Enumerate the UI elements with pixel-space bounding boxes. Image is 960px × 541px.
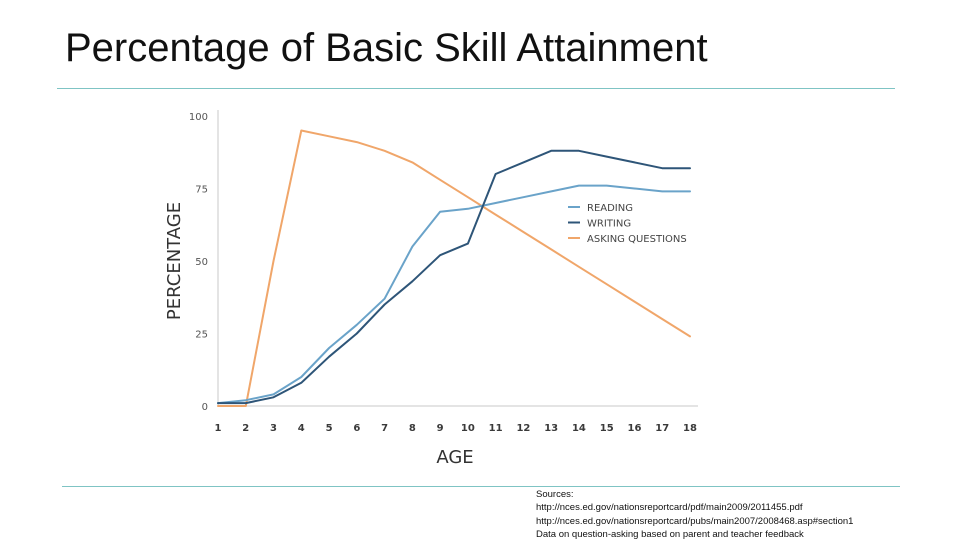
x-tick-label: 6 (353, 423, 361, 434)
x-tick-label: 9 (436, 423, 444, 434)
y-tick-label: 100 (188, 112, 208, 123)
slide-title: Percentage of Basic Skill Attainment (65, 26, 708, 70)
x-tick-label: 7 (381, 423, 389, 434)
sources-heading: Sources: (536, 489, 574, 500)
x-tick-label: 14 (571, 423, 586, 434)
chart-axes (218, 110, 698, 406)
legend-label: ASKING QUESTIONS (587, 234, 687, 245)
series-lines (218, 131, 690, 407)
x-tick-label: 4 (297, 423, 305, 434)
y-tick-labels (189, 112, 208, 413)
y-tick-label: 75 (195, 184, 208, 196)
x-tick-label: 11 (488, 423, 503, 434)
x-tick-labels (215, 423, 697, 434)
x-tick-label: 1 (214, 423, 222, 434)
x-tick-label: 2 (242, 423, 250, 434)
y-tick-label: 25 (195, 329, 208, 341)
x-tick-label: 16 (627, 423, 642, 434)
y-tick-label: 0 (201, 402, 208, 413)
x-tick-label: 5 (325, 423, 333, 434)
y-tick-label: 50 (195, 257, 208, 268)
source-line[interactable]: http://nces.ed.gov/nationsreportcard/pubs/main2007/2008468.asp#section1 (536, 515, 854, 527)
source-line: Data on question-asking based on parent and teacher feedback (536, 528, 804, 540)
x-tick-label: 13 (544, 423, 559, 434)
x-tick-label: 10 (460, 423, 475, 434)
source-line[interactable]: http://nces.ed.gov/nationsreportcard/pdf/main2009/2011455.pdf (536, 502, 803, 514)
legend-label: READING (587, 203, 633, 214)
legend-label: WRITING (587, 218, 632, 230)
x-tick-label: 8 (408, 423, 416, 434)
x-tick-label: 17 (655, 423, 670, 434)
bottom-divider (62, 486, 900, 487)
x-tick-label: 12 (516, 423, 531, 434)
x-axis-title: AGE (436, 447, 474, 468)
y-axis-title: PERCENTAGE (164, 201, 185, 321)
x-tick-label: 18 (683, 423, 697, 434)
x-tick-label: 15 (599, 423, 614, 434)
x-tick-label: 3 (270, 423, 278, 434)
series-line-asking-questions (218, 131, 690, 407)
sources-note (536, 488, 853, 541)
chart-legend (568, 203, 687, 245)
